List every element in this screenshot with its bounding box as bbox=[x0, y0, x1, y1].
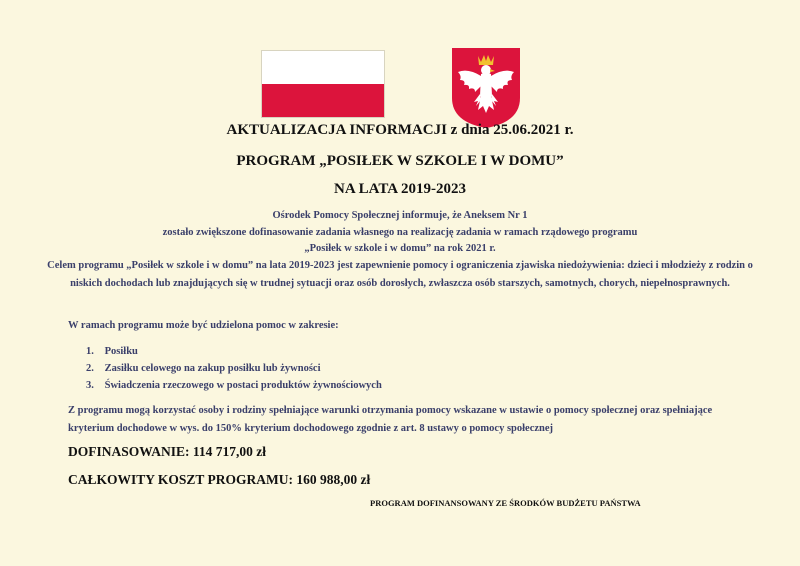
info-line-1: Ośrodek Pomocy Społecznej informuje, że Aneksem Nr 1 bbox=[272, 210, 528, 221]
list-item-text: Zasiłku celowego na zakup posiłku lub żywności bbox=[104, 363, 321, 374]
list-item-number: 1. bbox=[86, 346, 94, 357]
title-program-years: NA LATA 2019-2023 bbox=[334, 181, 466, 197]
help-intro: W ramach programu może być udzielona pomoc w zakresie: bbox=[68, 320, 339, 331]
info-line-2: zostało zwiększone dofinasowanie zadania własnego na realizację zadania w ramach rządowego programu bbox=[162, 227, 638, 238]
footer-funding-note: PROGRAM DOFINANSOWANY ZE ŚRODKÓW BUDŻETU PAŃSTWA bbox=[370, 498, 641, 508]
title-update-date: AKTUALIZACJA INFORMACJI z dnia 25.06.2021 r. bbox=[226, 122, 574, 138]
help-list bbox=[86, 343, 382, 394]
title-program-name: PROGRAM „POSIŁEK W SZKOLE I W DOMU” bbox=[236, 153, 564, 169]
info-line-3: „Posiłek w szkole i w domu” na rok 2021 r. bbox=[304, 243, 496, 254]
funding-amount: DOFINASOWANIE: 114 717,00 zł bbox=[68, 444, 267, 459]
list-item-number: 3. bbox=[86, 380, 94, 391]
list-item-number: 2. bbox=[86, 363, 94, 374]
polish-flag-icon bbox=[261, 50, 385, 118]
program-goal-paragraph: Celem programu „Posiłek w szkole i w domu” na lata 2019-2023 jest zapewnienie pomocy i ograniczenia zjawiska niedożywienia: dzieci i młodzieży z rodzin o niskich dochodach lub znajdujących się w trudnej sytuacji oraz osób dorosłych, zwłaszcza osób starszych, samotnych, chorych, niepełnosprawnych. bbox=[47, 260, 753, 289]
list-item bbox=[86, 360, 382, 377]
list-item bbox=[86, 343, 382, 360]
list-item-text: Posiłku bbox=[104, 346, 138, 357]
eligibility-paragraph: Z programu mogą korzystać osoby i rodziny spełniające warunki otrzymania pomocy wskazane w ustawie o pomocy społecznej oraz spełniające kryterium dochodowe w wys. do 150% kryterium dochodowego zgodnie z art. 8 ustawy o pomocy społecznej bbox=[68, 405, 713, 434]
polish-eagle-emblem-icon bbox=[450, 46, 522, 130]
list-item-text: Świadczenia rzeczowego w postaci produktów żywnościowych bbox=[104, 380, 382, 391]
total-cost-amount: CAŁKOWITY KOSZT PROGRAMU: 160 988,00 zł bbox=[68, 472, 371, 487]
list-item bbox=[86, 377, 382, 394]
